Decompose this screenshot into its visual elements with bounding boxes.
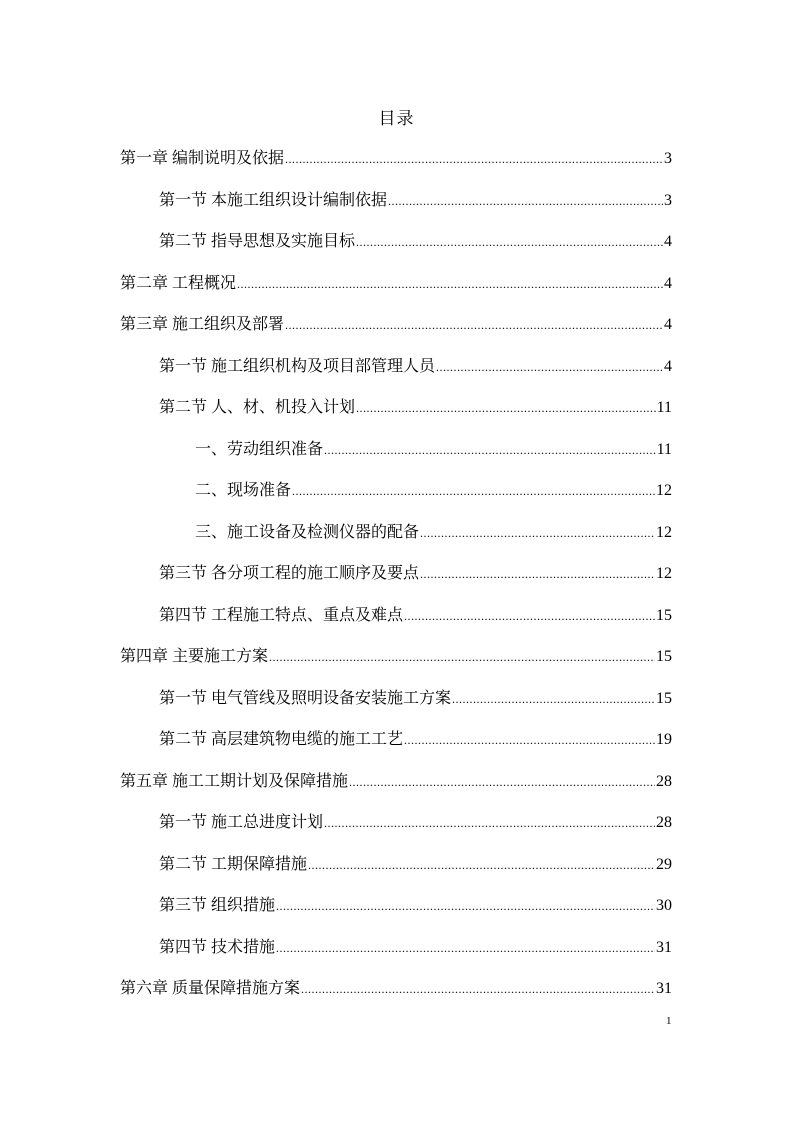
toc-entry[interactable] <box>159 854 672 876</box>
toc-entry-page: 30 <box>656 897 672 914</box>
dot-leader <box>324 812 655 834</box>
toc-entry-page: 29 <box>656 856 672 873</box>
dot-leader <box>292 480 655 502</box>
toc-entry-label: 第四节 工程施工特点、重点及难点 <box>159 607 404 624</box>
toc-entry[interactable] <box>159 563 672 585</box>
toc-entry-label: 第四章 主要施工方案 <box>120 648 269 665</box>
toc-entry[interactable] <box>159 397 672 419</box>
toc-entry-page: 15 <box>656 690 672 707</box>
toc-entry-label: 第三节 各分项工程的施工顺序及要点 <box>159 565 420 582</box>
dot-leader <box>285 314 663 336</box>
dot-leader <box>452 688 655 710</box>
toc-entry-label: 第一节 施工总进度计划 <box>159 814 324 831</box>
dot-leader <box>301 978 655 1000</box>
page-number: 1 <box>666 1015 672 1027</box>
toc-entry[interactable] <box>159 937 672 959</box>
toc-entry-label: 第一节 施工组织机构及项目部管理人员 <box>159 358 436 375</box>
toc-entry-label: 二、现场准备 <box>195 482 292 499</box>
dot-leader <box>269 646 655 668</box>
toc-entry-page: 12 <box>656 524 672 541</box>
dot-leader <box>276 937 655 959</box>
dot-leader <box>420 563 655 585</box>
toc-entry-page: 31 <box>656 980 672 997</box>
toc-entry-page: 3 <box>664 192 672 209</box>
dot-leader <box>388 190 663 212</box>
toc-entry[interactable] <box>159 190 672 212</box>
toc-entry-label: 第一节 电气管线及照明设备安装施工方案 <box>159 690 452 707</box>
toc-entry[interactable] <box>159 812 672 834</box>
toc-entry-page: 15 <box>656 648 672 665</box>
dot-leader <box>349 771 655 793</box>
toc-entry-label: 第三章 施工组织及部署 <box>120 316 285 333</box>
toc-entry-page: 4 <box>664 233 672 250</box>
toc-entry[interactable] <box>120 771 672 793</box>
toc-entry-label: 第四节 技术措施 <box>159 939 276 956</box>
toc-entry[interactable] <box>120 646 672 668</box>
toc-entry-page: 31 <box>656 939 672 956</box>
toc-entry-label: 一、劳动组织准备 <box>195 441 324 458</box>
toc-entry-label: 第二节 指导思想及实施目标 <box>159 233 356 250</box>
toc-entry[interactable] <box>159 356 672 378</box>
dot-leader <box>285 148 663 170</box>
dot-leader <box>324 439 656 461</box>
toc-entry-label: 第二节 高层建筑物电缆的施工工艺 <box>159 731 404 748</box>
toc-entry-page: 3 <box>664 150 672 167</box>
dot-leader <box>436 356 663 378</box>
toc-entry-label: 第一节 本施工组织设计编制依据 <box>159 192 388 209</box>
toc-entry[interactable] <box>195 522 672 544</box>
dot-leader <box>276 895 655 917</box>
toc-entry-page: 11 <box>656 441 672 458</box>
toc-entry[interactable] <box>159 231 672 253</box>
toc-entry-page: 4 <box>664 316 672 333</box>
toc-title: 目录 <box>378 109 415 128</box>
dot-leader <box>356 231 663 253</box>
dot-leader <box>404 605 655 627</box>
toc-entry-label: 第一章 编制说明及依据 <box>120 150 285 167</box>
toc-entry-page: 12 <box>656 482 672 499</box>
dot-leader <box>356 397 656 419</box>
toc-entry-label: 第五章 施工工期计划及保障措施 <box>120 773 349 790</box>
toc-entry-label: 第二章 工程概况 <box>120 275 237 292</box>
toc-entry-label: 三、施工设备及检测仪器的配备 <box>195 524 420 541</box>
toc-entry[interactable] <box>159 729 672 751</box>
toc-entry-page: 4 <box>664 358 672 375</box>
dot-leader <box>237 273 663 295</box>
toc-entry-page: 12 <box>656 565 672 582</box>
toc-entry[interactable] <box>159 895 672 917</box>
toc-entry-label: 第二节 工期保障措施 <box>159 856 308 873</box>
toc-entry[interactable] <box>120 148 672 170</box>
toc-entry[interactable] <box>120 314 672 336</box>
toc-entry[interactable] <box>159 688 672 710</box>
dot-leader <box>420 522 655 544</box>
toc-entry[interactable] <box>120 978 672 1000</box>
toc-entry[interactable] <box>159 605 672 627</box>
dot-leader <box>308 854 655 876</box>
toc-entry-page: 28 <box>656 773 672 790</box>
dot-leader <box>404 729 655 751</box>
toc-entry-page: 11 <box>656 399 672 416</box>
toc-entry-page: 19 <box>656 731 672 748</box>
toc-entry-label: 第二节 人、材、机投入计划 <box>159 399 356 416</box>
toc-entry[interactable] <box>195 480 672 502</box>
toc-entry[interactable] <box>195 439 672 461</box>
toc-entry-label: 第三节 组织措施 <box>159 897 276 914</box>
toc-entry-page: 4 <box>664 275 672 292</box>
toc-entry-page: 15 <box>656 607 672 624</box>
toc-entry-label: 第六章 质量保障措施方案 <box>120 980 301 997</box>
toc-entry[interactable] <box>120 273 672 295</box>
toc-entry-page: 28 <box>656 814 672 831</box>
